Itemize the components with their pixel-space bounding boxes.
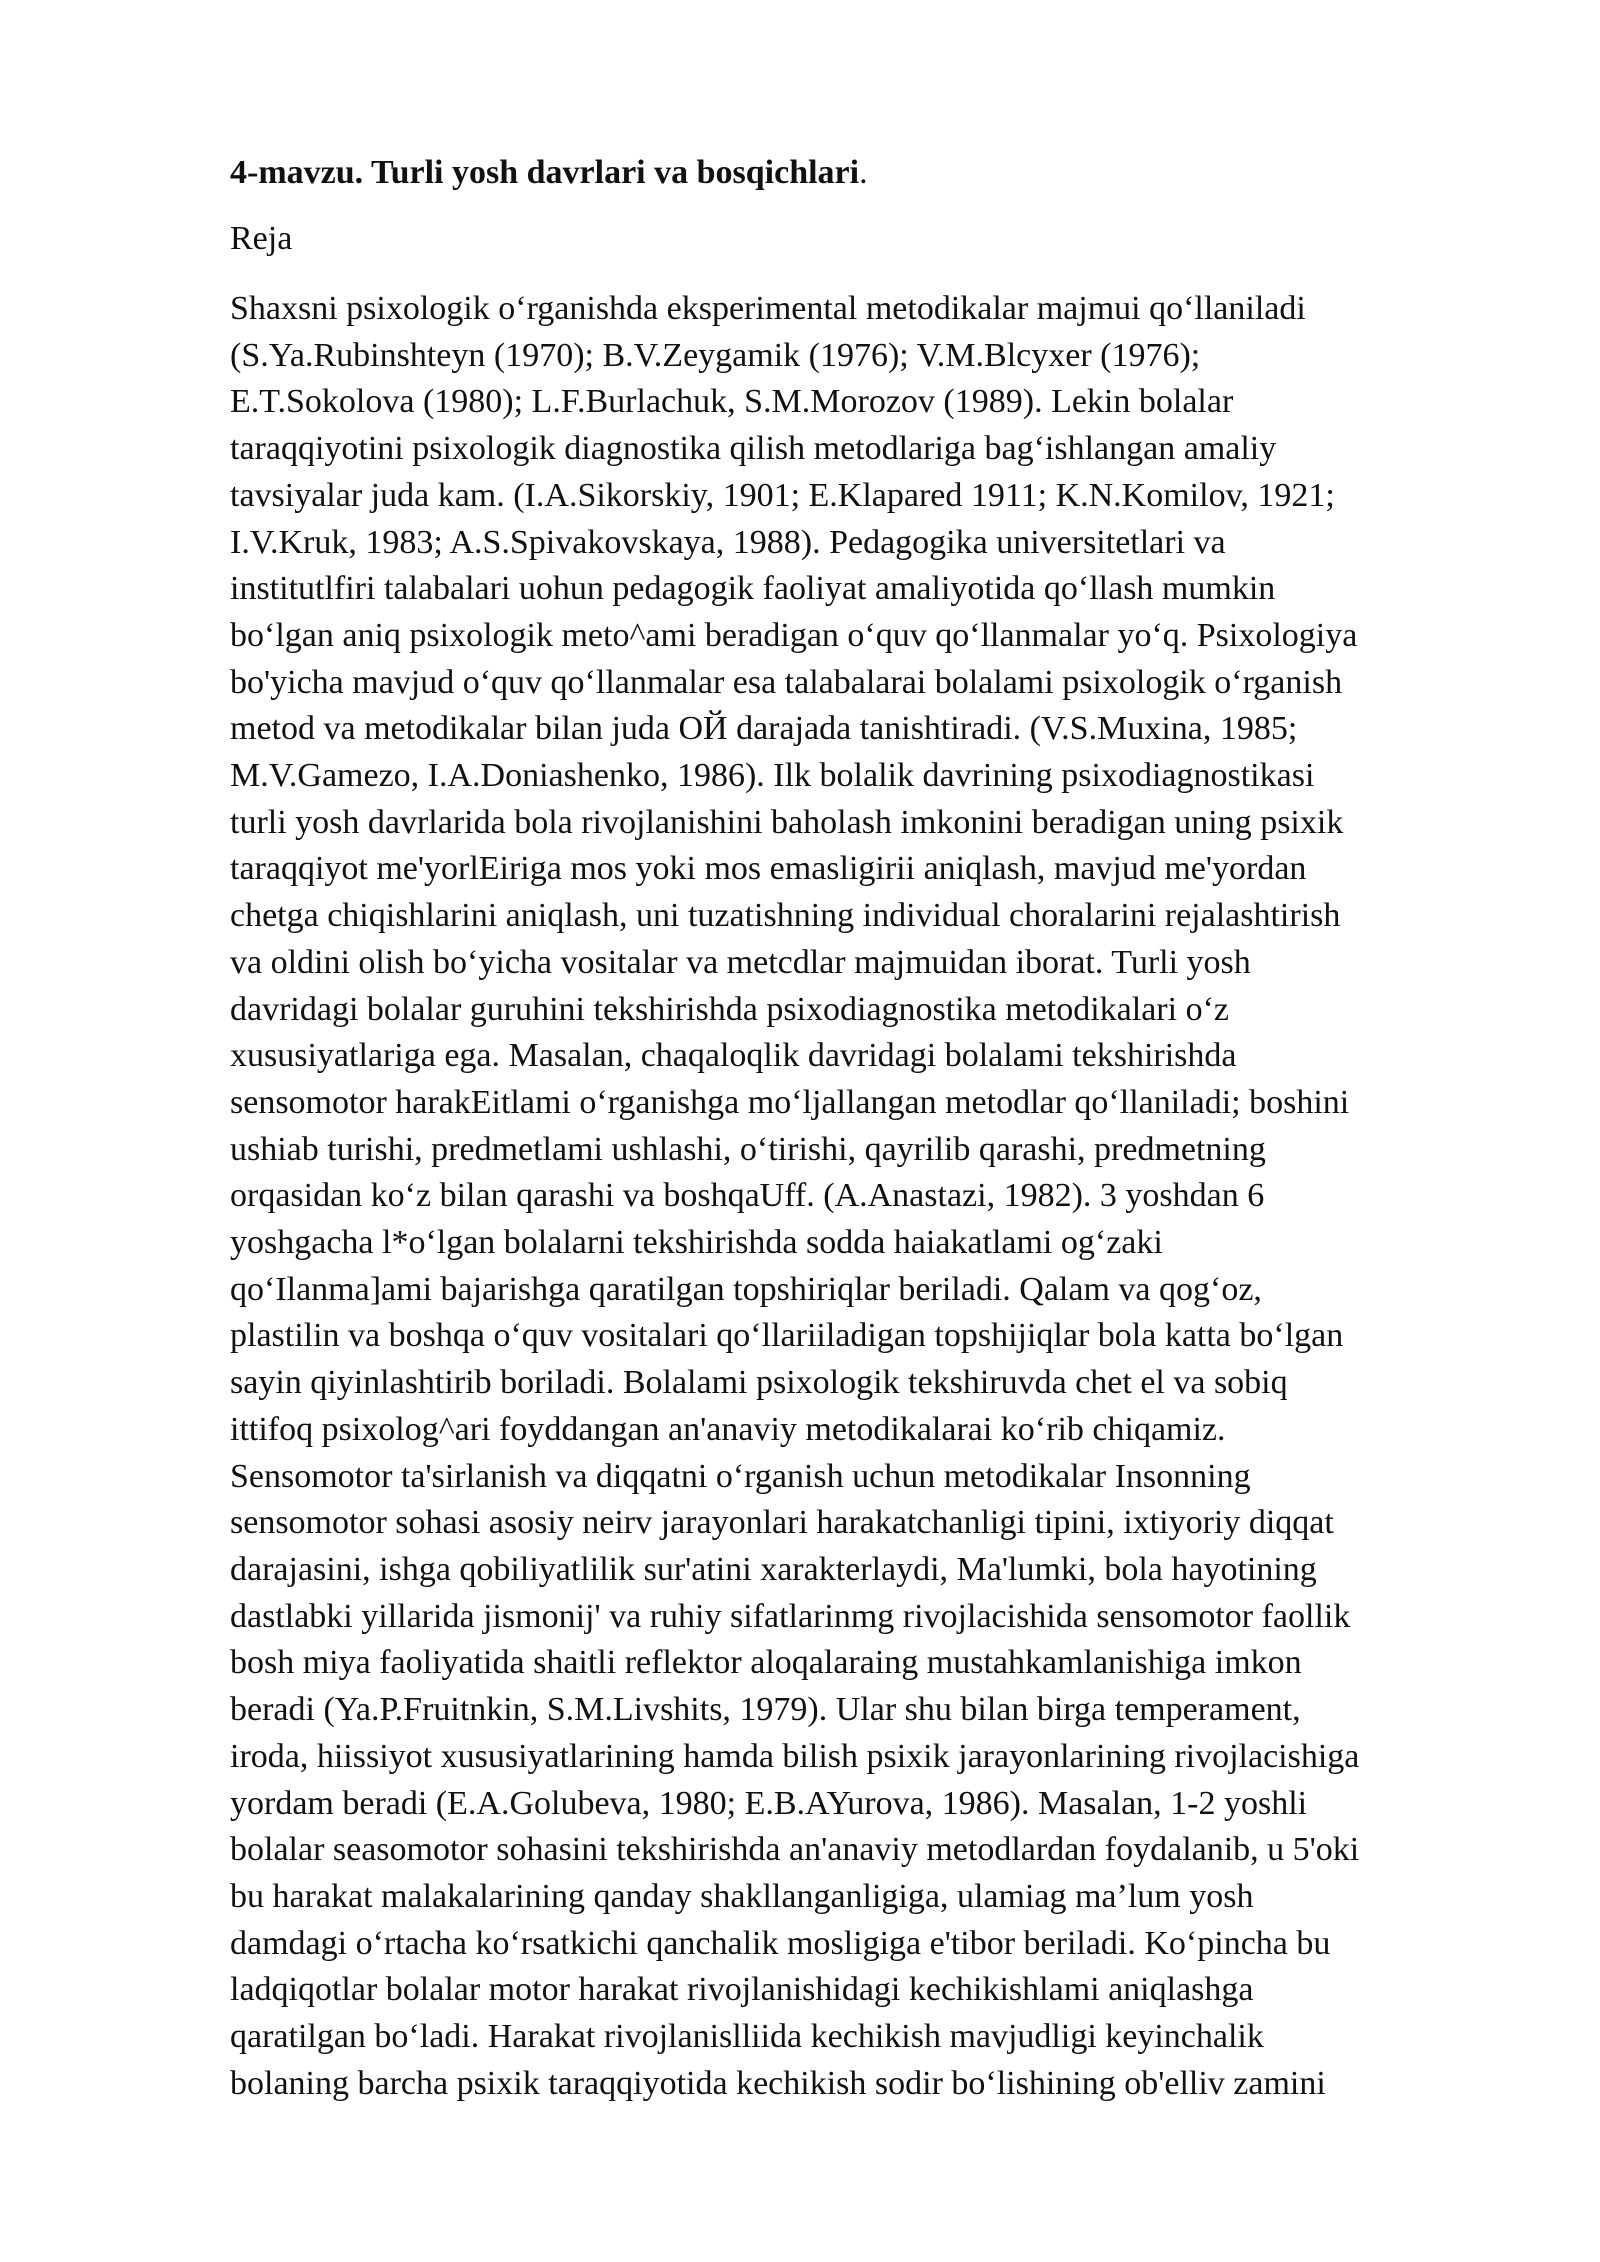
body-text-line: M.V.Gamezo, I.A.Doniashenko, 1986). Ilk bolalik davrining psixodiagnostikasi bbox=[230, 757, 1315, 795]
body-text-line: sensomotor sohasi asosiy neirv jarayonlari harakatchanligi tipini, ixtiyoriy diqqat bbox=[230, 1504, 1334, 1542]
body-text-line: bolalar seasomotor sohasini tekshirishda an'anaviy metodlardan foydalanib, u 5'oki bbox=[230, 1831, 1360, 1869]
body-text-line: beradi (Ya.P.Fruitnkin, S.M.Livshits, 1979). Ular shu bilan birga temperament, bbox=[230, 1691, 1301, 1729]
body-text-line: ittifoq psixolog^ari foyddangan an'anaviy metodikalarai ko‘rib chiqamiz. bbox=[230, 1410, 1226, 1448]
body-text-line: taraqqiyotini psixologik diagnostika qilish metodlariga bag‘ishlangan amaliy bbox=[230, 430, 1277, 468]
body-text-line: damdagi o‘rtacha ko‘rsatkichi qanchalik mosligiga e'tibor beriladi. Ko‘pincha bu bbox=[230, 1924, 1331, 1962]
page-title-bold: 4-mavzu. Turli yosh davrlari va bosqichlari bbox=[230, 154, 860, 191]
body-text-line: bo'yicha mavjud o‘quv qo‘llanmalar esa talabalarai bolalami psixologik o‘rganish bbox=[230, 663, 1343, 701]
body-paragraph bbox=[230, 286, 1500, 2107]
body-text-line: turli yosh davrlarida bola rivojlanishini baholash imkonini beradigan uning psixik bbox=[230, 803, 1344, 841]
body-text-line: bo‘lgan aniq psixologik meto^ami beradigan o‘quv qo‘llanmalar yo‘q. Psixologiya bbox=[230, 616, 1358, 654]
body-text-line: taraqqiyot me'yorlEiriga mos yoki mos emasligirii aniqlash, mavjud me'yordan bbox=[230, 850, 1307, 888]
body-text-line: yordam beradi (E.A.Golubeva, 1980; E.B.AYurova, 1986). Masalan, 1-2 yoshli bbox=[230, 1784, 1308, 1822]
body-text-line: ushiab turishi, predmetlami ushlashi, o‘tirishi, qayrilib qarashi, predmetning bbox=[230, 1130, 1266, 1168]
body-text-line: ladqiqotlar bolalar motor harakat rivojlanishidagi kechikishlami aniqlashga bbox=[230, 1971, 1254, 2009]
body-text-line: Shaxsni psixologik o‘rganishda eksperimental metodikalar majmui qo‘llaniladi bbox=[230, 290, 1306, 327]
body-text-line: yoshgacha l*o‘lgan bolalarni tekshirishda sodda haiakatlami og‘zaki bbox=[230, 1224, 1163, 1262]
page-title-tail: . bbox=[859, 154, 868, 191]
body-text-line: tavsiyalar juda kam. (I.A.Sikorskiy, 1901; E.Klapared 1911; K.N.Komilov, 1921; bbox=[230, 476, 1335, 514]
page-title bbox=[230, 150, 1500, 196]
body-text-line: bolaning barcha psixik taraqqiyotida kechikish sodir bo‘lishining ob'elliv zamini bbox=[230, 2064, 1326, 2102]
body-text-line: Sensomotor ta'sirlanish va diqqatni o‘rganish uchun metodikalar Insonning bbox=[230, 1457, 1251, 1495]
document-content bbox=[230, 150, 1500, 2107]
body-text-line: institutlfiri talabalari uohun pedagogik faoliyat amaliyotida qo‘llash mumkin bbox=[230, 570, 1276, 608]
body-text-line: davridagi bolalar guruhini tekshirishda psixodiagnostika metodikalari o‘z bbox=[230, 990, 1229, 1028]
body-text-line: orqasidan ko‘z bilan qarashi va boshqaUff. (A.Anastazi, 1982). 3 yoshdan 6 bbox=[230, 1177, 1265, 1215]
body-text-line: plastilin va boshqa o‘quv vositalari qo‘llariiladigan topshijiqlar bola katta bo‘lgan bbox=[230, 1317, 1344, 1355]
body-text-line: (S.Ya.Rubinshteyn (1970); B.V.Zeygamik (1976); V.M.Blcyxer (1976); bbox=[230, 336, 1201, 374]
body-text-line: chetga chiqishlarini aniqlash, uni tuzatishning individual choralarini rejalashtirish bbox=[230, 897, 1341, 935]
body-text-line: qo‘Ilanma]ami bajarishga qaratilgan topshiriqlar beriladi. Qalam va qog‘oz, bbox=[230, 1270, 1262, 1308]
body-text-line: darajasini, ishga qobiliyatlilik sur'atini xarakterlaydi, Ma'lumki, bola hayotining bbox=[230, 1550, 1317, 1588]
body-text-line: bu harakat malakalarining qanday shakllanganligiga, ulamiag ma’lum yosh bbox=[230, 1877, 1254, 1915]
body-text-line: bosh miya faoliyatida shaitli reflektor aloqalaraing mustahkamlanishiga imkon bbox=[230, 1644, 1302, 1682]
body-text-line: xususiyatlariga ega. Masalan, chaqaloqlik davridagi bolalami tekshirishda bbox=[230, 1037, 1237, 1075]
body-text-line: metod va metodikalar bilan juda ОЙ darajada tanishtiradi. (V.S.Muxina, 1985; bbox=[230, 710, 1298, 748]
body-text-line: dastlabki yillarida jismonij' va ruhiy sifatlarinmg rivojlacishida sensomotor faollik bbox=[230, 1597, 1351, 1635]
body-text-line: iroda, hiissiyot xususiyatlarining hamda bilish psixik jarayonlarining rivojlacishiga bbox=[230, 1737, 1360, 1775]
body-text-line: sayin qiyinlashtirib boriladi. Bolalami psixologik tekshiruvda chet el va sobiq bbox=[230, 1364, 1288, 1402]
body-text-line: qaratilgan bo‘ladi. Harakat rivojlanislliida kechikish mavjudligi keyinchalik bbox=[230, 2018, 1264, 2056]
plan-heading: Reja bbox=[230, 220, 293, 257]
body-text-line: I.V.Kruk, 1983; A.S.Spivakovskaya, 1988). Pedagogika universitetlari va bbox=[230, 523, 1226, 561]
body-text-line: E.T.Sokolova (1980); L.F.Burlachuk, S.M.Morozov (1989). Lekin bolalar bbox=[230, 383, 1234, 421]
body-text-line: sensomotor harakEitlami o‘rganishga mo‘ljallangan metodlar qo‘llaniladi; boshini bbox=[230, 1083, 1350, 1121]
body-text-line: va oldini olish bo‘yicha vositalar va metcdlar majmuidan iborat. Turli yosh bbox=[230, 943, 1251, 981]
